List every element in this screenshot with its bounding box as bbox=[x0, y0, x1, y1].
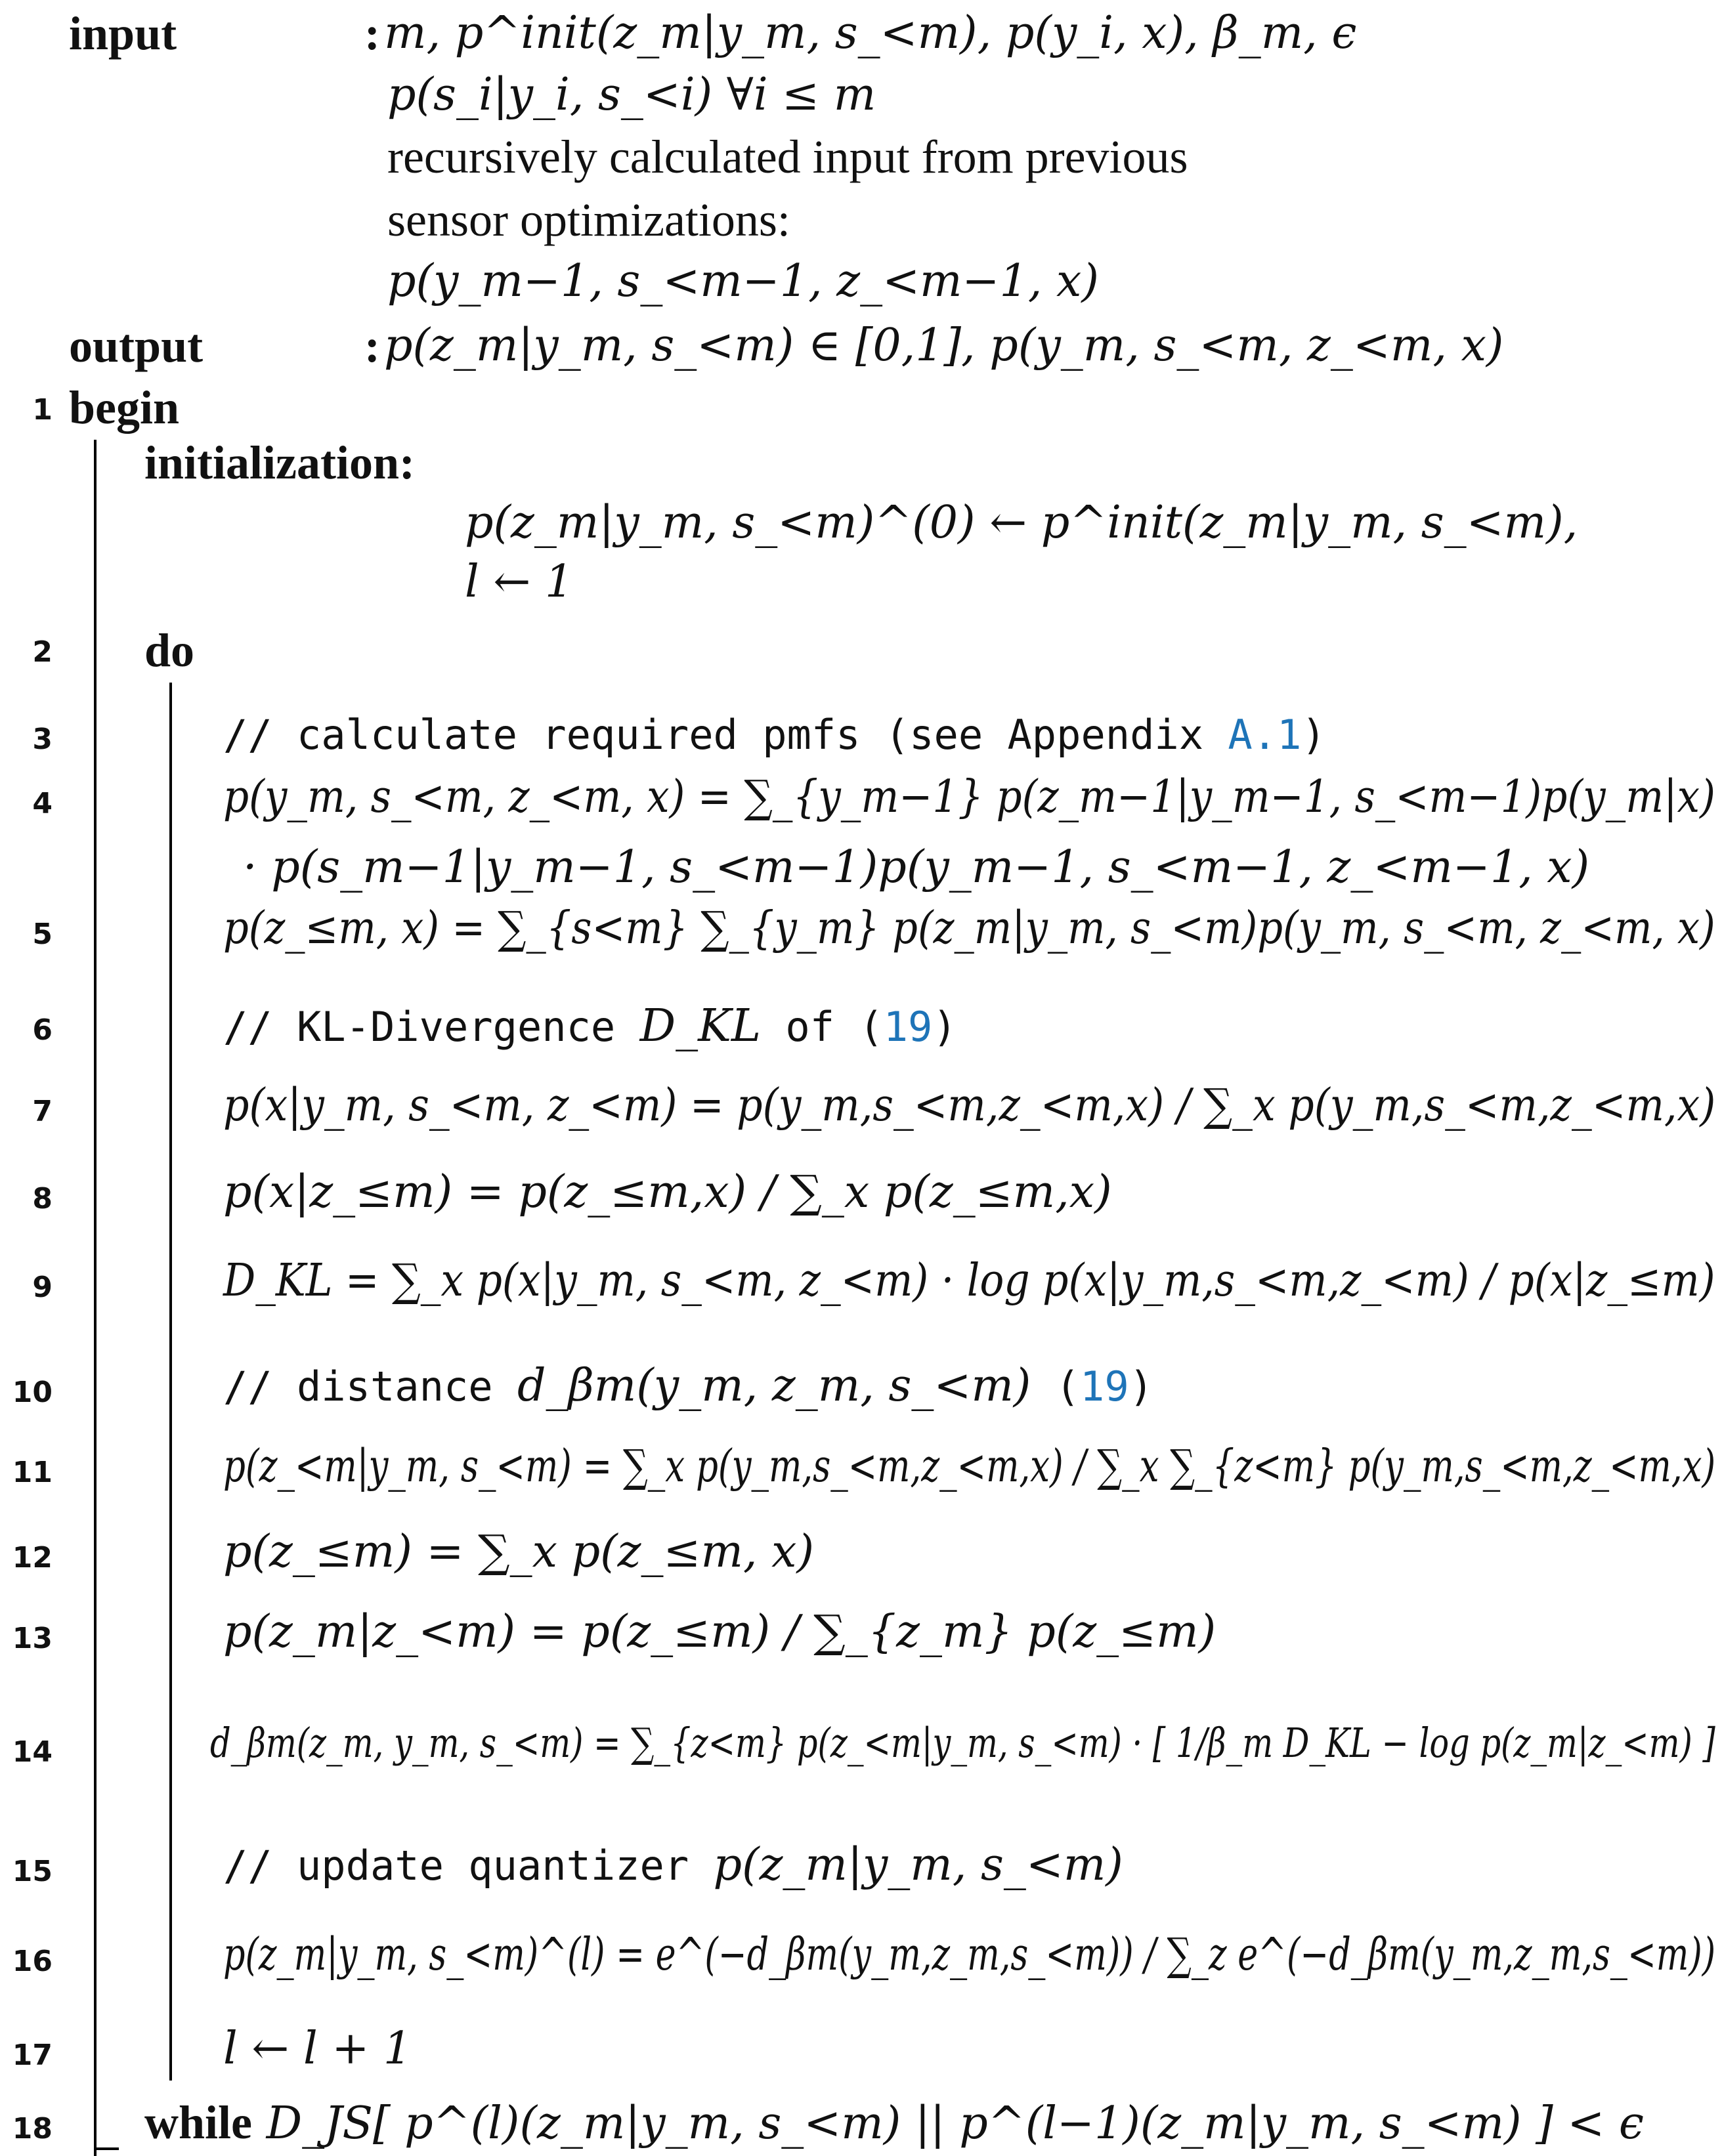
line-8: p(x|z_≤m) = p(z_≤m,x) / ∑_x p(z_≤m,x) bbox=[223, 1166, 1112, 1218]
output-colon: : bbox=[364, 320, 380, 372]
begin-block-bar bbox=[94, 440, 97, 2156]
do-keyword: do bbox=[144, 624, 195, 677]
comment-6: // KL-Divergence D_KL of (19) bbox=[223, 1000, 957, 1052]
line-number-1: 1 bbox=[32, 393, 53, 427]
line-16: p(z_m|y_m, s_<m)^(l) = e^(−d_βm(y_m,z_m,s_<m)) / ∑_z e^(−d_βm(y_m,z_m,s_<m)) bbox=[223, 1929, 1716, 1981]
line-14: d_βm(z_m, y_m, s_<m) = ∑_{z<m} p(z_<m|y_m, s_<m) · [ 1/β_m D_KL − log p(z_m|z_<m) ] bbox=[210, 1719, 1715, 1767]
line-number-6: 6 bbox=[32, 1013, 53, 1047]
line-9: D_KL = ∑_x p(x|y_m, s_<m, z_<m) · log p(x|y_m,s_<m,z_<m) / p(x|z_≤m) bbox=[223, 1255, 1715, 1307]
comment-3: // calculate required pmfs (see Appendix A.1) bbox=[223, 711, 1326, 759]
line-number-9: 9 bbox=[32, 1271, 53, 1304]
line-4b: · p(s_m−1|y_m−1, s_<m−1)p(y_m−1, s_<m−1, z_<m−1, x) bbox=[243, 841, 1590, 893]
line-number-10: 10 bbox=[12, 1376, 53, 1409]
line-number-8: 8 bbox=[32, 1182, 53, 1215]
line-12: p(z_≤m) = ∑_x p(z_≤m, x) bbox=[223, 1526, 815, 1578]
line-number-3: 3 bbox=[32, 723, 53, 756]
line-number-14: 14 bbox=[12, 1735, 53, 1769]
equation-reference-link-2[interactable]: 19 bbox=[1080, 1363, 1129, 1410]
line-number-15: 15 bbox=[12, 1855, 53, 1888]
input-line-4: sensor optimizations: bbox=[387, 194, 790, 246]
init-line-1: p(z_m|y_m, s_<m)^(0) ← p^init(z_m|y_m, s_<m), bbox=[465, 497, 1578, 549]
line-number-12: 12 bbox=[12, 1541, 53, 1575]
line-number-17: 17 bbox=[12, 2039, 53, 2072]
line-17: l ← l + 1 bbox=[223, 2023, 412, 2075]
begin-block-foot bbox=[94, 2147, 119, 2150]
line-11: p(z_<m|y_m, s_<m) = ∑_x p(y_m,s_<m,z_<m,x) / ∑_x ∑_{z<m} p(y_m,s_<m,z_<m,x) bbox=[223, 1441, 1716, 1492]
while-line: while D_JS[ p^(l)(z_m|y_m, s_<m) || p^(l−1)(z_m|y_m, s_<m) ] < ϵ bbox=[144, 2096, 1645, 2149]
equation-reference-link[interactable]: 19 bbox=[883, 1003, 933, 1051]
line-number-7: 7 bbox=[32, 1095, 53, 1128]
input-line-2: p(s_i|y_i, s_<i) ∀i ≤ m bbox=[387, 69, 876, 121]
line-5: p(z_≤m, x) = ∑_{s<m} ∑_{y_m} p(z_m|y_m, s_<m)p(y_m, s_<m, z_<m, x) bbox=[223, 902, 1715, 954]
input-colon: : bbox=[364, 7, 380, 60]
do-block-bar bbox=[169, 683, 172, 2081]
line-number-2: 2 bbox=[32, 635, 53, 669]
input-line-3: recursively calculated input from previous bbox=[387, 131, 1188, 183]
comment-10: // distance d_βm(y_m, z_m, s_<m) (19) bbox=[223, 1360, 1153, 1412]
input-keyword: input bbox=[69, 7, 177, 60]
line-7: p(x|y_m, s_<m, z_<m) = p(y_m,s_<m,z_<m,x) / ∑_x p(y_m,s_<m,z_<m,x) bbox=[223, 1080, 1716, 1131]
output-keyword: output bbox=[69, 320, 204, 372]
line-number-16: 16 bbox=[12, 1945, 53, 1978]
line-number-13: 13 bbox=[12, 1622, 53, 1655]
begin-keyword: begin bbox=[69, 381, 180, 434]
output-line: p(z_m|y_m, s_<m) ∈ [0,1], p(y_m, s_<m, z_<m, x) bbox=[384, 320, 1504, 371]
appendix-reference-link[interactable]: A.1 bbox=[1228, 711, 1302, 759]
line-number-18: 18 bbox=[12, 2112, 53, 2145]
init-line-2: l ← 1 bbox=[465, 556, 574, 608]
line-4a: p(y_m, s_<m, z_<m, x) = ∑_{y_m−1} p(z_m−1|y_m−1, s_<m−1)p(y_m|x) bbox=[223, 771, 1715, 823]
line-number-5: 5 bbox=[32, 918, 53, 951]
line-number-4: 4 bbox=[32, 787, 53, 820]
input-line-1: m, p^init(z_m|y_m, s_<m), p(y_i, x), β_m, ϵ bbox=[384, 7, 1357, 59]
comment-15: // update quantizer p(z_m|y_m, s_<m) bbox=[223, 1839, 1123, 1891]
line-number-11: 11 bbox=[12, 1456, 53, 1489]
initialization-label: initialization: bbox=[144, 436, 416, 489]
line-13: p(z_m|z_<m) = p(z_≤m) / ∑_{z_m} p(z_≤m) bbox=[223, 1606, 1216, 1658]
input-line-5: p(y_m−1, s_<m−1, z_<m−1, x) bbox=[387, 255, 1099, 307]
